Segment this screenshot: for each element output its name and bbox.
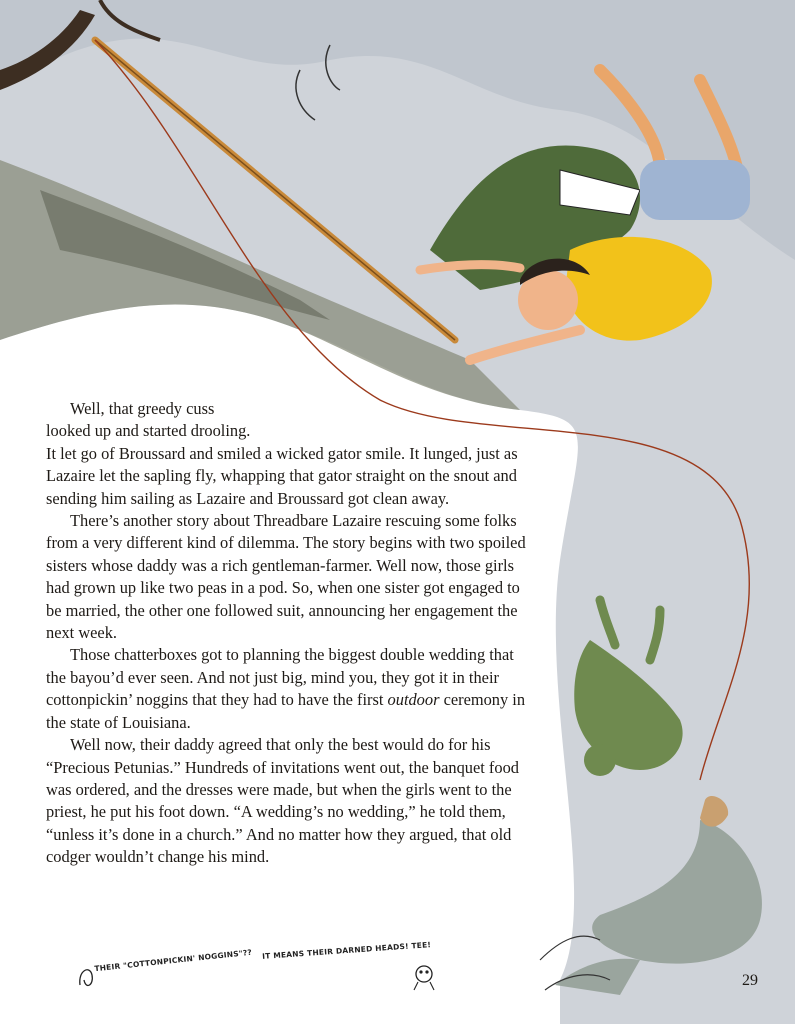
story-paragraph-1: It let go of Broussard and smiled a wicked gator smile. It lunged, just as Lazaire let the sapling fly, whapping that gator straight on the snout and sending him sailing as Lazaire and Broussard got clean away. xyxy=(46,443,518,508)
worm-doodle xyxy=(80,970,93,986)
doodle-caption-right: IT MEANS THEIR DARNED HEADS! TEE! xyxy=(261,940,432,961)
story-line-1: Well, that greedy cuss xyxy=(70,399,215,418)
bug-doodle xyxy=(414,966,434,990)
story-p3-emphasis: outdoor xyxy=(387,690,440,710)
story-text xyxy=(46,398,528,869)
story-paragraph-3 xyxy=(46,644,528,734)
story-line-2: looked up and started drooling. xyxy=(46,421,251,441)
story-paragraph-4: Well now, their daddy agreed that only the best would do for his “Precious Petunias.” Hundreds of invitations went out, the banquet food was ordered, and the dresses were made, but when the girls went to the priest, he put his foot down. “A wedding’s no wedding,” he told them, “unless it’s done in a church.” And no matter how they argued, that old codger wouldn’t change his mind. xyxy=(46,735,519,867)
story-paragraph-2: There’s another story about Threadbare Lazaire rescuing some folks from a very different kind of dilemma. The story begins with two spoiled sisters whose daddy was a rich gentleman-farmer. Well now, those girls had grown up like two peas in a pod. So, when one sister got engaged to be married, the other one followed suit, announcing her engagement the next week. xyxy=(46,511,526,643)
story-p3-end: ceremony in the state of Louisiana. xyxy=(46,690,526,732)
page-number: 29 xyxy=(742,972,758,989)
doodle-caption-left: THEIR "COTTONPICKIN' NOGGINS"?? xyxy=(93,947,253,974)
story-p3-start: Those chatterboxes got to planning the biggest double wedding that the bayou’d ever seen. And not just big, mind you, they got it in their cottonpickin’ noggins that they had to have the first xyxy=(46,645,514,710)
